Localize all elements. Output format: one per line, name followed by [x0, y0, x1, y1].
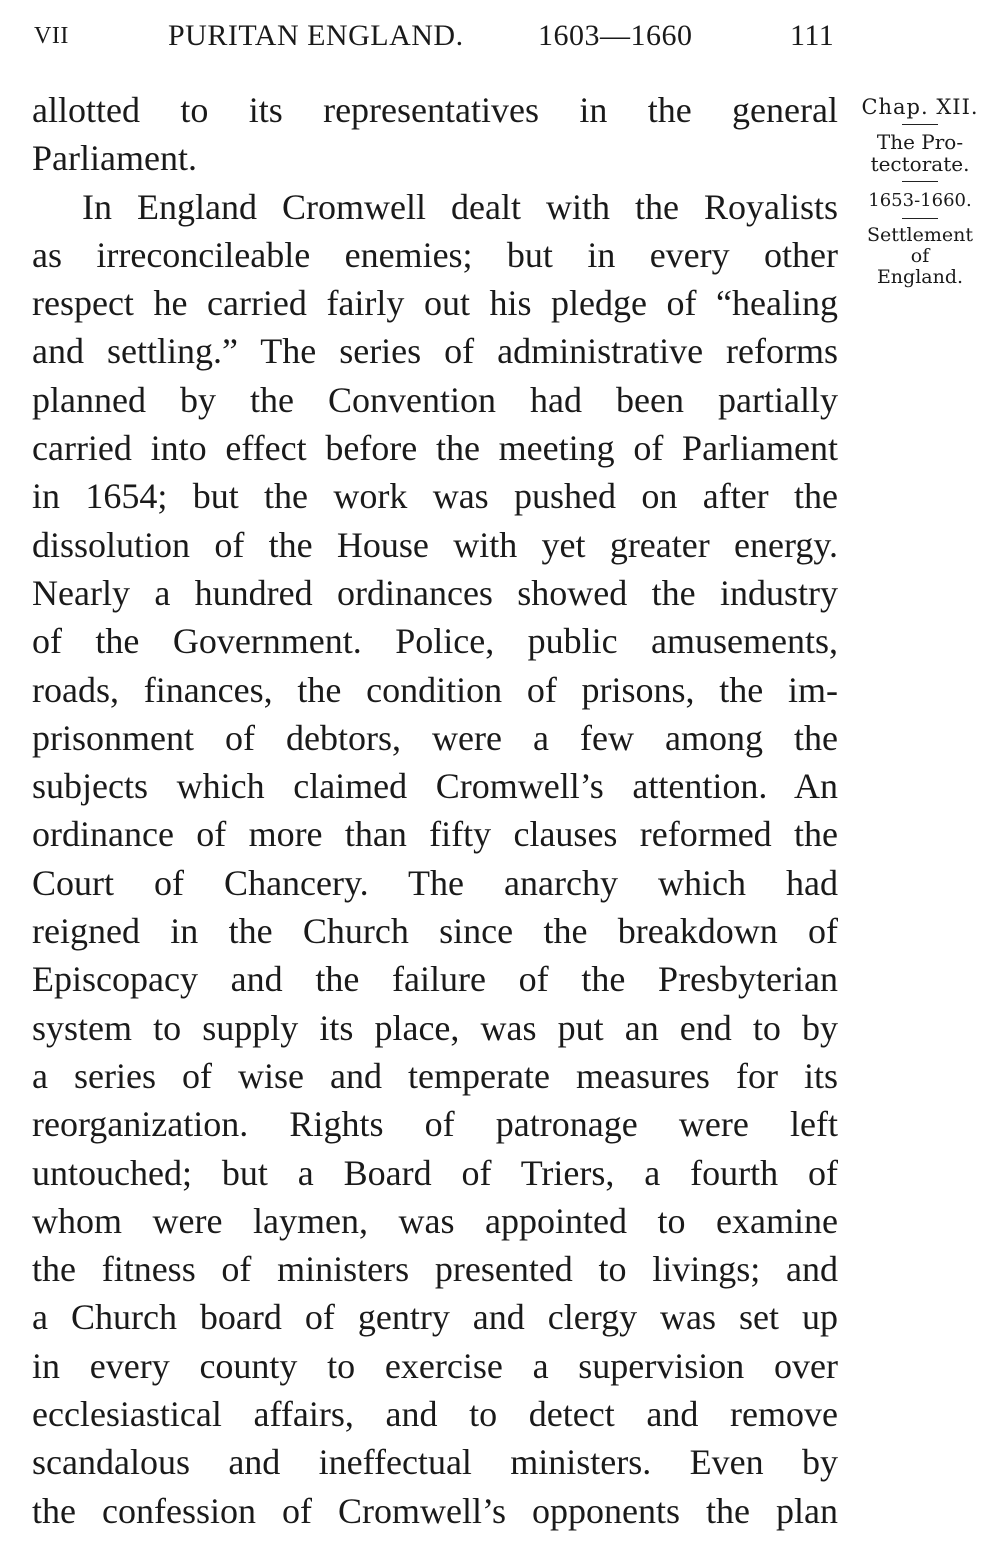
text-line: prisonment of debtors, were a few among the: [32, 717, 838, 758]
text-line: a Church board of gentry and clergy was set up: [32, 1297, 838, 1338]
margin-rule: [902, 124, 938, 125]
text-line: ecclesiastical affairs, and to detect and remove: [32, 1394, 838, 1435]
text-line: untouched; but a Board of Triers, a fourth of: [32, 1152, 838, 1193]
header-title: PURITAN ENGLAND.: [168, 19, 464, 52]
text-line: respect he carried fairly out his pledge of “healing: [32, 283, 838, 324]
margin-rule: [902, 181, 938, 182]
text-line: a series of wise and temperate measures for its: [32, 1055, 838, 1096]
text-line: dissolution of the House with yet greater energy.: [32, 524, 838, 565]
body-text: [32, 86, 838, 1535]
text-line: subjects which claimed Cromwell’s attention. An: [32, 766, 838, 807]
running-header: [30, 14, 840, 58]
text-line: planned by the Convention had been partially: [32, 379, 838, 420]
marginal-notes: [852, 96, 988, 292]
header-chapter-number: VII: [34, 23, 69, 49]
text-line: whom were laymen, was appointed to examine: [32, 1200, 838, 1241]
text-line: in every county to exercise a supervision over: [32, 1345, 838, 1386]
text-line: in 1654; but the work was pushed on after the: [32, 476, 838, 517]
margin-chapter: Chap. XII.: [861, 95, 979, 119]
text-line: scandalous and ineffectual ministers. Even by: [32, 1442, 838, 1483]
margin-section-line: The Pro-: [876, 130, 964, 154]
text-line: roads, finances, the condition of prisons, the im-: [32, 669, 838, 710]
header-years: 1603—1660: [538, 19, 693, 52]
text-line: as irreconcileable enemies; but in every other: [32, 234, 838, 275]
margin-rule: [902, 218, 938, 219]
text-line: Court of Chancery. The anarchy which had: [32, 862, 838, 903]
text-line: ordinance of more than fifty clauses reformed the: [32, 814, 838, 855]
margin-section-line: tectorate.: [870, 152, 970, 176]
paragraph-start-line: In England Cromwell dealt with the Royalists: [82, 186, 838, 227]
margin-section: [852, 131, 988, 175]
text-line: of the Government. Police, public amusements,: [32, 621, 838, 662]
text-line: Episcopacy and the failure of the Presbyterian: [32, 959, 838, 1000]
margin-topic-line: of: [910, 245, 930, 267]
text-line: and settling.” The series of administrative reforms: [32, 331, 838, 372]
text-line: carried into effect before the meeting of Parliament: [32, 428, 838, 469]
text-line: the fitness of ministers presented to livings; and: [32, 1249, 838, 1290]
text-line: system to supply its place, was put an end to by: [32, 1007, 838, 1048]
margin-topic-line: England.: [876, 266, 964, 288]
margin-years: 1653-1660.: [868, 190, 972, 211]
text-line: allotted to its representatives in the general: [32, 90, 838, 130]
text-line: Nearly a hundred ordinances showed the industry: [32, 572, 838, 613]
margin-topic: [852, 225, 988, 288]
page-number: 111: [790, 19, 835, 52]
text-line: the confession of Cromwell’s opponents the plan: [32, 1490, 838, 1531]
text-line: reigned in the Church since the breakdown of: [32, 911, 838, 952]
text-line: reorganization. Rights of patronage were left: [32, 1104, 838, 1145]
margin-topic-line: Settlement: [867, 224, 973, 246]
text-line: Parliament.: [32, 138, 197, 179]
